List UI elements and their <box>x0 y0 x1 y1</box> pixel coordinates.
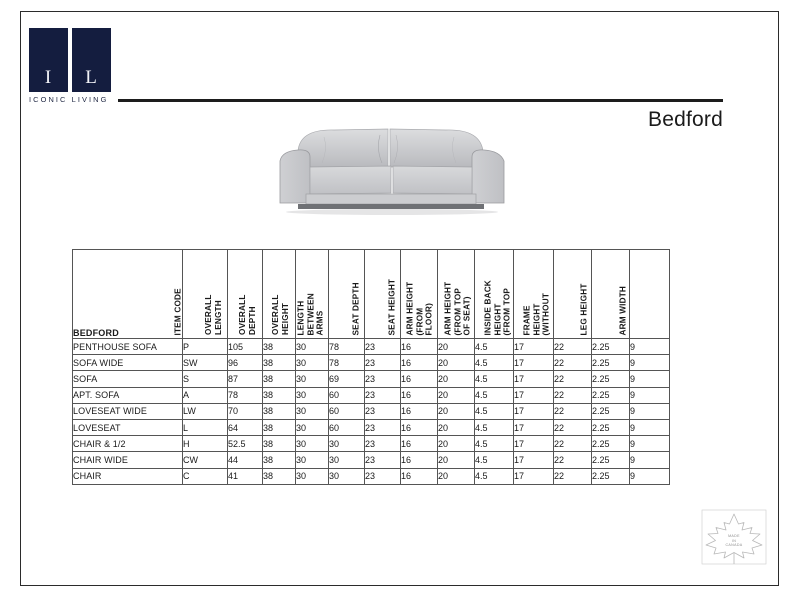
cell-arm_height_seat: 4.5 <box>475 452 514 468</box>
badge-line-3: CANADA <box>725 543 743 548</box>
column-header-line: (FROM <box>415 307 424 335</box>
cell-arm_height_floor: 20 <box>438 387 475 403</box>
cell-overall_depth: 38 <box>263 436 296 452</box>
cell-arm_height_floor: 20 <box>438 339 475 355</box>
cell-frame_height: 22 <box>554 436 592 452</box>
cell-overall_length: 70 <box>228 403 263 419</box>
table-row <box>73 452 670 468</box>
cell-item_code: H <box>183 436 228 452</box>
cell-frame_height: 22 <box>554 355 592 371</box>
column-header-line: ARM HEIGHT <box>443 281 453 335</box>
column-header-line: OVERALL <box>238 294 247 335</box>
cell-inside_back_height: 17 <box>514 468 554 484</box>
cell-arm_height_floor: 20 <box>438 436 475 452</box>
cell-seat_depth: 23 <box>365 387 401 403</box>
cell-length_between_arms: 69 <box>329 371 365 387</box>
cell-leg_height: 2.25 <box>592 419 630 435</box>
cell-arm_width: 9 <box>630 419 670 435</box>
cell-seat_height: 16 <box>401 371 438 387</box>
cell-seat_height: 16 <box>401 339 438 355</box>
cell-inside_back_height: 17 <box>514 339 554 355</box>
cell-seat_depth: 23 <box>365 403 401 419</box>
cell-overall_height: 30 <box>296 355 329 371</box>
page-title: Bedford <box>648 108 723 131</box>
cell-seat_depth: 23 <box>365 468 401 484</box>
cell-seat_depth: 23 <box>365 419 401 435</box>
badge-line-1: MADE <box>728 534 740 538</box>
column-header-line: (FROM TOP <box>453 287 462 335</box>
cell-seat_depth: 23 <box>365 436 401 452</box>
cell-length_between_arms: 78 <box>329 339 365 355</box>
cell-arm_width: 9 <box>630 387 670 403</box>
cell-overall_length: 64 <box>228 419 263 435</box>
cell-leg_height: 2.25 <box>592 371 630 387</box>
column-header-line: HEIGHT <box>280 302 290 335</box>
column-header-line: ARM WIDTH <box>618 285 627 335</box>
cell-frame_height: 22 <box>554 387 592 403</box>
cell-length_between_arms: 60 <box>329 403 365 419</box>
cell-overall_depth: 38 <box>263 468 296 484</box>
cell-overall_height: 30 <box>296 452 329 468</box>
cell-item_code: S <box>183 371 228 387</box>
cell-leg_height: 2.25 <box>592 387 630 403</box>
logo-tile-i <box>29 28 68 92</box>
cell-overall_depth: 38 <box>263 371 296 387</box>
cell-arm_height_seat: 4.5 <box>475 419 514 435</box>
cell-overall_height: 30 <box>296 419 329 435</box>
column-header-line: SEAT HEIGHT <box>387 278 397 335</box>
cell-overall_length: 96 <box>228 355 263 371</box>
column-header-line: HEIGHT <box>531 302 541 335</box>
cell-arm_height_seat: 4.5 <box>475 371 514 387</box>
row-model-name: LOVESEAT <box>73 419 183 435</box>
cell-leg_height: 2.25 <box>592 339 630 355</box>
column-header-line: HEIGHT <box>492 302 502 335</box>
cell-arm_width: 9 <box>630 339 670 355</box>
cell-seat_height: 16 <box>401 355 438 371</box>
cell-seat_depth: 23 <box>365 339 401 355</box>
column-header-line: BETWEEN <box>305 292 315 335</box>
cell-frame_height: 22 <box>554 339 592 355</box>
cell-overall_length: 44 <box>228 452 263 468</box>
logo-letter-l: L <box>85 67 98 88</box>
table-corner-label: BEDFORD <box>73 250 183 339</box>
row-model-name: CHAIR & 1/2 <box>73 436 183 452</box>
column-header-line: FLOOR) <box>424 302 434 335</box>
cell-inside_back_height: 17 <box>514 436 554 452</box>
table-row <box>73 371 670 387</box>
cell-leg_height: 2.25 <box>592 468 630 484</box>
cell-overall_depth: 38 <box>263 339 296 355</box>
cell-seat_height: 16 <box>401 436 438 452</box>
cell-item_code: A <box>183 387 228 403</box>
table-row <box>73 468 670 484</box>
cell-length_between_arms: 30 <box>329 452 365 468</box>
cell-arm_height_seat: 4.5 <box>475 403 514 419</box>
cell-item_code: P <box>183 339 228 355</box>
brand-logo <box>29 28 125 104</box>
cell-inside_back_height: 17 <box>514 371 554 387</box>
cell-arm_width: 9 <box>630 355 670 371</box>
cell-frame_height: 22 <box>554 371 592 387</box>
bedford-sofa-photo <box>276 117 508 221</box>
cell-overall_depth: 38 <box>263 355 296 371</box>
row-model-name: SOFA <box>73 371 183 387</box>
brand-wordmark: ICONIC LIVING <box>29 95 109 104</box>
cell-item_code: CW <box>183 452 228 468</box>
cell-frame_height: 22 <box>554 468 592 484</box>
cell-arm_height_floor: 20 <box>438 468 475 484</box>
cell-overall_depth: 38 <box>263 419 296 435</box>
cell-inside_back_height: 17 <box>514 403 554 419</box>
cell-frame_height: 22 <box>554 403 592 419</box>
cell-arm_width: 9 <box>630 403 670 419</box>
header-rule <box>118 99 723 102</box>
cell-seat_depth: 23 <box>365 452 401 468</box>
column-header-line: OF SEAT) <box>462 295 472 335</box>
specification-table <box>72 249 670 485</box>
cell-seat_depth: 23 <box>365 371 401 387</box>
cell-overall_length: 41 <box>228 468 263 484</box>
table-row <box>73 387 670 403</box>
cell-length_between_arms: 60 <box>329 419 365 435</box>
cell-leg_height: 2.25 <box>592 403 630 419</box>
table-row <box>73 436 670 452</box>
table-body <box>73 339 670 485</box>
logo-tile-l <box>72 28 111 92</box>
cell-seat_depth: 23 <box>365 355 401 371</box>
cell-frame_height: 22 <box>554 419 592 435</box>
cell-seat_height: 16 <box>401 387 438 403</box>
cell-item_code: LW <box>183 403 228 419</box>
table-row <box>73 355 670 371</box>
row-model-name: LOVESEAT WIDE <box>73 403 183 419</box>
column-header-line: LEG HEIGHT <box>579 282 588 335</box>
badge-line-2: IN <box>731 538 737 543</box>
table-row <box>73 419 670 435</box>
cell-length_between_arms: 30 <box>329 436 365 452</box>
cell-arm_height_floor: 20 <box>438 452 475 468</box>
cell-seat_height: 16 <box>401 419 438 435</box>
cell-leg_height: 2.25 <box>592 452 630 468</box>
cell-length_between_arms: 78 <box>329 355 365 371</box>
column-header-line: LENGTH <box>296 300 305 335</box>
cell-seat_height: 16 <box>401 468 438 484</box>
table-row <box>73 339 670 355</box>
cell-arm_height_seat: 4.5 <box>475 355 514 371</box>
column-header-line: OVERALL <box>204 294 213 335</box>
cell-inside_back_height: 17 <box>514 419 554 435</box>
column-header-line: (FROM TOP <box>502 287 511 335</box>
cell-leg_height: 2.25 <box>592 355 630 371</box>
cell-overall_height: 30 <box>296 436 329 452</box>
cell-overall_length: 52.5 <box>228 436 263 452</box>
cell-overall_height: 30 <box>296 387 329 403</box>
cell-overall_depth: 38 <box>263 403 296 419</box>
column-header-arm_width <box>618 250 670 339</box>
made-in-canada-badge <box>700 508 768 578</box>
column-header-line: (WITHOUT <box>541 292 550 335</box>
cell-arm_height_floor: 20 <box>438 419 475 435</box>
cell-arm_height_seat: 4.5 <box>475 436 514 452</box>
header-row <box>73 250 670 339</box>
column-header-line: ARMS <box>315 310 324 335</box>
cell-arm_width: 9 <box>630 468 670 484</box>
cell-frame_height: 22 <box>554 452 592 468</box>
cell-overall_height: 30 <box>296 371 329 387</box>
cell-item_code: C <box>183 468 228 484</box>
cell-arm_height_floor: 20 <box>438 403 475 419</box>
cell-arm_width: 9 <box>630 452 670 468</box>
cell-inside_back_height: 17 <box>514 452 554 468</box>
cell-overall_length: 87 <box>228 371 263 387</box>
cell-overall_length: 78 <box>228 387 263 403</box>
cell-length_between_arms: 30 <box>329 468 365 484</box>
cell-seat_height: 16 <box>401 403 438 419</box>
column-header-line: ITEM CODE <box>173 287 183 335</box>
cell-item_code: SW <box>183 355 228 371</box>
cell-arm_height_seat: 4.5 <box>475 468 514 484</box>
badge-caption <box>700 534 768 548</box>
column-header-line: DEPTH <box>247 306 257 335</box>
table-row <box>73 403 670 419</box>
column-header-line: FRAME <box>522 304 531 335</box>
cell-overall_depth: 38 <box>263 387 296 403</box>
cell-inside_back_height: 17 <box>514 355 554 371</box>
logo-tiles <box>29 28 125 92</box>
cell-overall_height: 30 <box>296 339 329 355</box>
row-model-name: CHAIR <box>73 468 183 484</box>
column-header-line: INSIDE BACK <box>483 279 492 335</box>
cell-leg_height: 2.25 <box>592 436 630 452</box>
cell-seat_height: 16 <box>401 452 438 468</box>
row-model-name: CHAIR WIDE <box>73 452 183 468</box>
cell-overall_height: 30 <box>296 468 329 484</box>
cell-overall_length: 105 <box>228 339 263 355</box>
cell-arm_height_floor: 20 <box>438 355 475 371</box>
row-model-name: SOFA WIDE <box>73 355 183 371</box>
cell-arm_height_seat: 4.5 <box>475 339 514 355</box>
table-head <box>73 250 670 339</box>
row-model-name: PENTHOUSE SOFA <box>73 339 183 355</box>
cell-arm_height_seat: 4.5 <box>475 387 514 403</box>
cell-arm_height_floor: 20 <box>438 371 475 387</box>
cell-arm_width: 9 <box>630 436 670 452</box>
column-header-line: ARM HEIGHT <box>405 281 415 335</box>
column-header-line: OVERALL <box>271 294 280 335</box>
cell-length_between_arms: 60 <box>329 387 365 403</box>
cell-item_code: L <box>183 419 228 435</box>
cell-arm_width: 9 <box>630 371 670 387</box>
column-header-line: SEAT DEPTH <box>351 281 360 335</box>
cell-inside_back_height: 17 <box>514 387 554 403</box>
logo-letter-i: I <box>44 67 53 88</box>
cell-overall_height: 30 <box>296 403 329 419</box>
cell-overall_depth: 38 <box>263 452 296 468</box>
column-header-line: LENGTH <box>213 300 223 335</box>
row-model-name: APT. SOFA <box>73 387 183 403</box>
